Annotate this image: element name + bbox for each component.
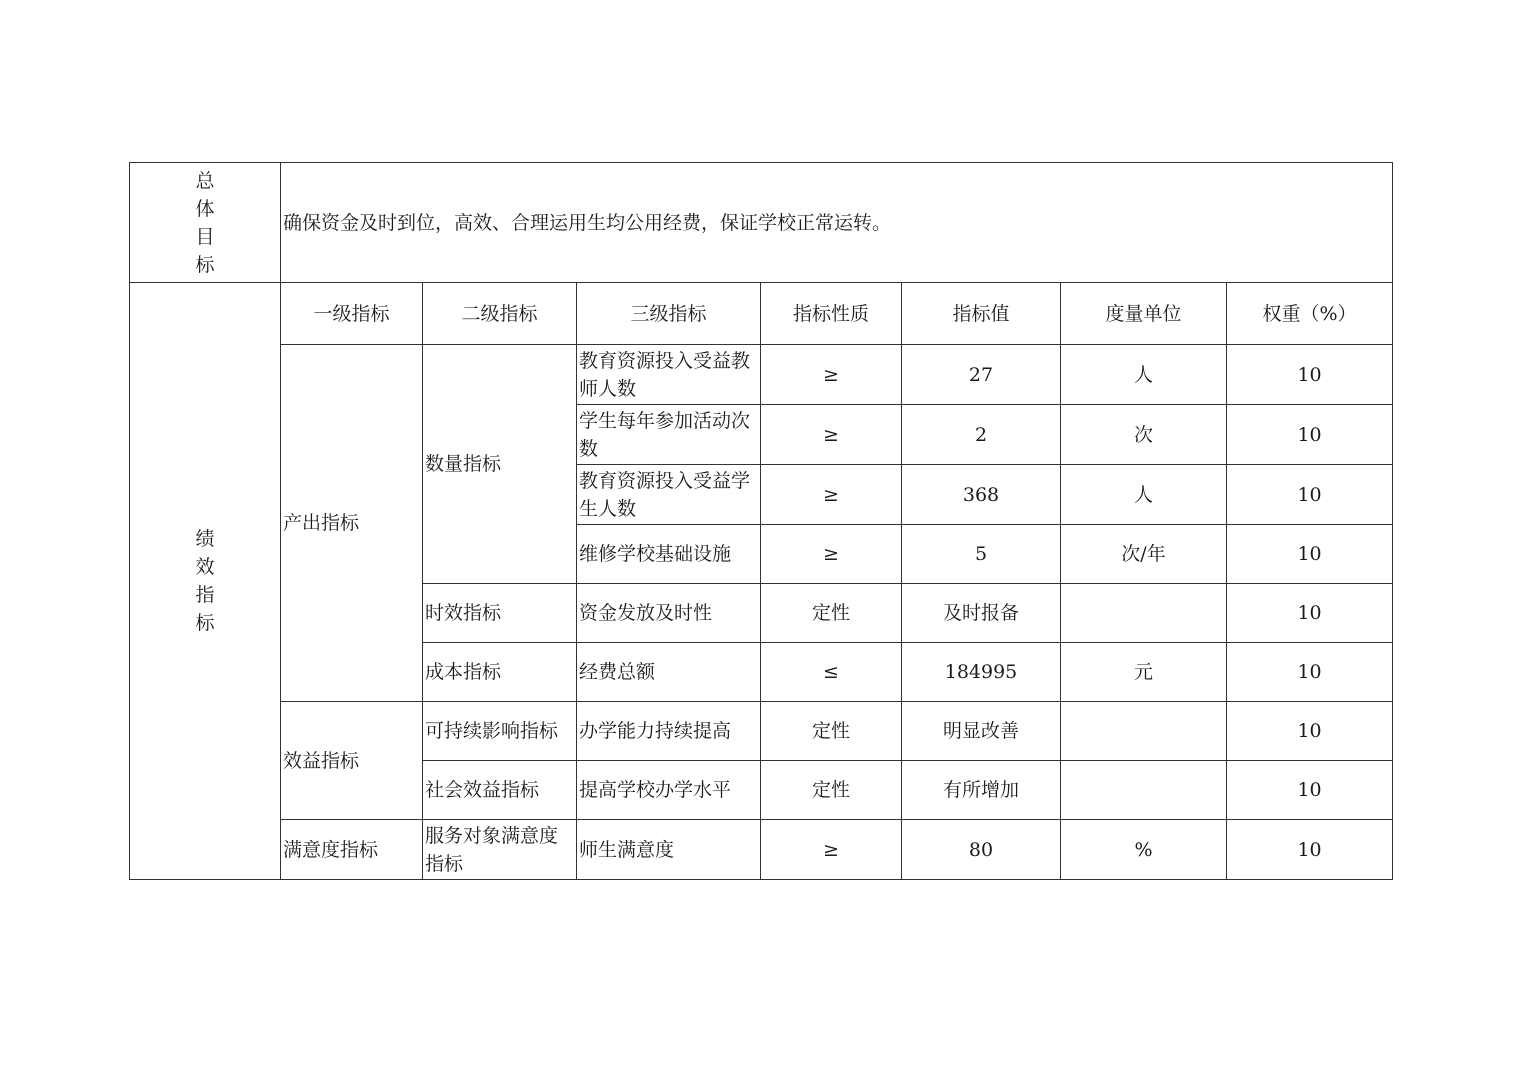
level2-cost: 成本指标 (423, 643, 577, 702)
nature-cell: ≥ (761, 820, 902, 880)
header-level1: 一级指标 (281, 283, 423, 345)
value-cell: 明显改善 (902, 702, 1061, 761)
weight-cell: 10 (1227, 465, 1393, 525)
header-level3: 三级指标 (577, 283, 761, 345)
value-cell: 80 (902, 820, 1061, 880)
table-row (130, 820, 1393, 880)
unit-cell: % (1061, 820, 1227, 880)
performance-goals-table (129, 162, 1393, 880)
value-cell: 184995 (902, 643, 1061, 702)
unit-cell (1061, 584, 1227, 643)
unit-cell: 次 (1061, 405, 1227, 465)
header-weight: 权重（%） (1227, 283, 1393, 345)
table-header-row (130, 283, 1393, 345)
level2-service-satisfaction: 服务对象满意度指标 (423, 820, 577, 880)
level2-social: 社会效益指标 (423, 761, 577, 820)
nature-cell: 定性 (761, 702, 902, 761)
weight-cell: 10 (1227, 525, 1393, 584)
weight-cell: 10 (1227, 643, 1393, 702)
level3-cell: 教育资源投入受益学生人数 (577, 465, 761, 525)
level2-sustainable: 可持续影响指标 (423, 702, 577, 761)
value-cell: 368 (902, 465, 1061, 525)
unit-cell (1061, 702, 1227, 761)
nature-cell: ≥ (761, 345, 902, 405)
unit-cell: 元 (1061, 643, 1227, 702)
unit-cell (1061, 761, 1227, 820)
table-row (130, 702, 1393, 761)
weight-cell: 10 (1227, 820, 1393, 880)
level2-quantity: 数量指标 (423, 345, 577, 584)
level3-cell: 学生每年参加活动次数 (577, 405, 761, 465)
weight-cell: 10 (1227, 702, 1393, 761)
table-row (130, 345, 1393, 405)
nature-cell: ≥ (761, 525, 902, 584)
header-unit: 度量单位 (1061, 283, 1227, 345)
performance-indicators-label: 绩 效 指 标 (130, 283, 281, 880)
level3-cell: 提高学校办学水平 (577, 761, 761, 820)
level2-timeliness: 时效指标 (423, 584, 577, 643)
level3-cell: 资金发放及时性 (577, 584, 761, 643)
unit-cell: 次/年 (1061, 525, 1227, 584)
level1-output: 产出指标 (281, 345, 423, 702)
header-value: 指标值 (902, 283, 1061, 345)
value-cell: 及时报备 (902, 584, 1061, 643)
overall-goal-row (130, 163, 1393, 283)
level1-satisfaction: 满意度指标 (281, 820, 423, 880)
header-nature: 指标性质 (761, 283, 902, 345)
weight-cell: 10 (1227, 345, 1393, 405)
value-cell: 有所增加 (902, 761, 1061, 820)
value-cell: 27 (902, 345, 1061, 405)
overall-goal-label: 总 体 目 标 (130, 163, 281, 283)
level3-cell: 维修学校基础设施 (577, 525, 761, 584)
nature-cell: ≥ (761, 405, 902, 465)
nature-cell: 定性 (761, 761, 902, 820)
level3-cell: 经费总额 (577, 643, 761, 702)
level3-cell: 办学能力持续提高 (577, 702, 761, 761)
nature-cell: ≤ (761, 643, 902, 702)
nature-cell: 定性 (761, 584, 902, 643)
header-level2: 二级指标 (423, 283, 577, 345)
level3-cell: 教育资源投入受益教师人数 (577, 345, 761, 405)
weight-cell: 10 (1227, 405, 1393, 465)
value-cell: 5 (902, 525, 1061, 584)
level3-cell: 师生满意度 (577, 820, 761, 880)
level1-benefit: 效益指标 (281, 702, 423, 820)
unit-cell: 人 (1061, 465, 1227, 525)
overall-goal-text: 确保资金及时到位，高效、合理运用生均公用经费，保证学校正常运转。 (281, 163, 1393, 283)
weight-cell: 10 (1227, 761, 1393, 820)
value-cell: 2 (902, 405, 1061, 465)
nature-cell: ≥ (761, 465, 902, 525)
unit-cell: 人 (1061, 345, 1227, 405)
weight-cell: 10 (1227, 584, 1393, 643)
